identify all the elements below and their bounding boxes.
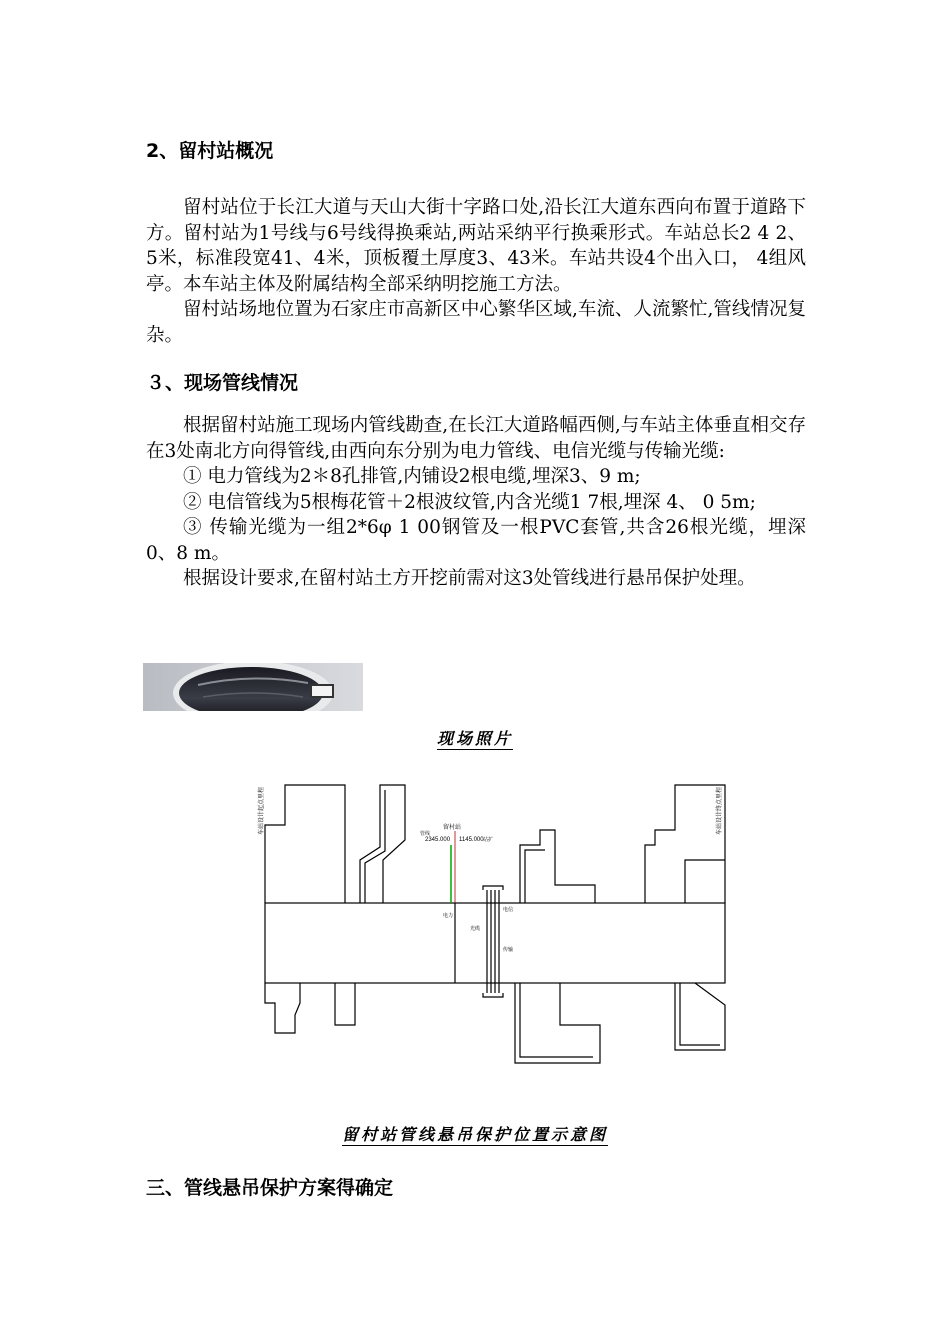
list-item: ① 电力管线为2＊8孔排管,内铺设2根电缆,埋深3、9 m; bbox=[183, 466, 641, 487]
paragraph: 根据设计要求,在留村站土方开挖前需对这3处管线进行悬吊保护处理。 bbox=[183, 568, 756, 589]
trans-label: 传输 bbox=[503, 947, 514, 953]
pipeline-position-diagram bbox=[255, 765, 735, 1065]
small-label: 光缆 bbox=[470, 926, 481, 932]
photo-caption bbox=[0, 726, 950, 749]
paragraph: 留村站场地位置为石家庄市高新区中心繁华区域,车流、人流繁忙,管线情况复杂。 bbox=[146, 299, 806, 346]
section-next-heading: 三、管线悬吊保护方案得确定 bbox=[146, 1177, 394, 1199]
section-3-heading: ３、现场管线情况 bbox=[146, 372, 299, 394]
diagram-caption bbox=[0, 1122, 950, 1145]
telecom-label: 电信 bbox=[503, 907, 514, 913]
left-vertical-label: 车站设计起点里程 bbox=[259, 786, 265, 835]
section-3-body bbox=[146, 413, 806, 592]
diagram-caption-text: 留村站管线悬吊保护位置示意图 bbox=[341, 1125, 608, 1144]
section-2-heading: 2、留村站概况 bbox=[146, 140, 274, 162]
expand-label: 站扩 bbox=[483, 837, 494, 843]
dim-label-right: 1145.000 bbox=[459, 837, 484, 843]
site-photo bbox=[143, 663, 363, 711]
power-label: 电力 bbox=[443, 913, 454, 919]
list-item: ③ 传输光缆为一组2*6φ 1 00钢管及一根PVC套管,共含26根光缆，埋深0、8 m。 bbox=[146, 517, 806, 564]
photo-caption-text: 现场照片 bbox=[436, 729, 513, 748]
small-label: 管线 bbox=[420, 831, 431, 837]
list-item: ② 电信管线为5根梅花管＋2根波纹管,内含光缆1 7根,埋深 4、 0 5m; bbox=[183, 491, 756, 513]
paragraph: 留村站位于长江大道与天山大街十字路口处,沿长江大道东西向布置于道路下方。留村站为1号线与6号线得换乘站,两站采纳平行换乘形式。车站总长2 4 2、5米，标准段宽41、4米，顶板覆土厚度3、43米。车站共设4个出入口， 4组风亭。本车站主体及附属结构全部采纳明挖施工方法。 bbox=[146, 197, 806, 295]
paragraph: 根据留村站施工现场内管线勘查,在长江大道路幅西侧,与车站主体垂直相交存在3处南北方向得管线,由西向东分别为电力管线、电信光缆与传输光缆: bbox=[146, 415, 806, 462]
right-vertical-label: 车站设计终点里程 bbox=[717, 786, 723, 835]
top-label: 留村站 bbox=[443, 825, 462, 831]
dim-label-left: 2345.000 bbox=[425, 837, 451, 843]
section-2-body bbox=[146, 195, 806, 348]
